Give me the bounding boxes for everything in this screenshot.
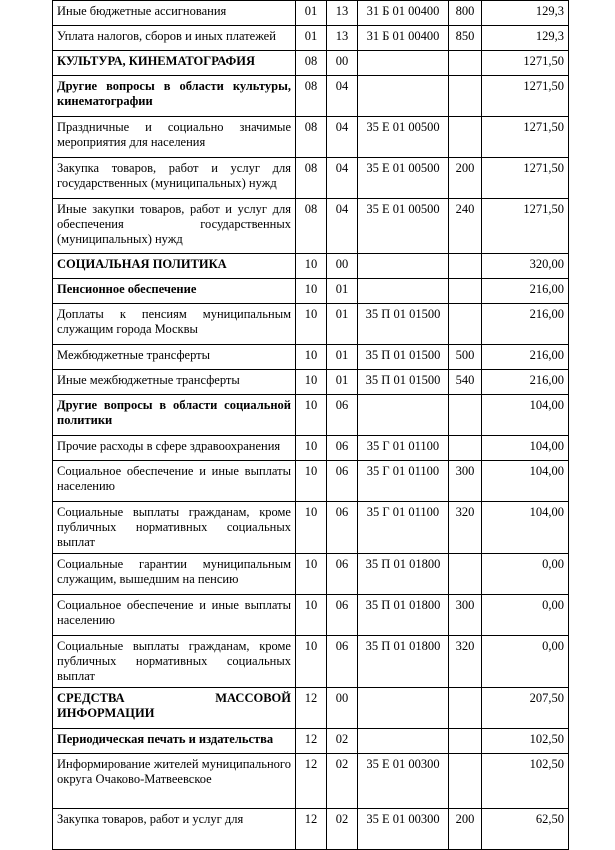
table-row bbox=[53, 1, 569, 26]
row-target-code: 35 П 01 01500 bbox=[358, 304, 449, 345]
table-row bbox=[53, 729, 569, 754]
table-row bbox=[53, 117, 569, 158]
table-row bbox=[53, 395, 569, 436]
budget-table bbox=[52, 0, 569, 850]
table-row bbox=[53, 345, 569, 370]
row-name: Праздничные и социально значимые мероприятия для населения bbox=[53, 117, 296, 158]
row-subsection: 00 bbox=[327, 254, 358, 279]
row-target-code: 35 Е 01 00300 bbox=[358, 754, 449, 809]
row-target-code: 35 Е 01 00500 bbox=[358, 117, 449, 158]
row-target-code bbox=[358, 51, 449, 76]
row-amount: 1271,50 bbox=[482, 158, 569, 199]
row-subsection: 02 bbox=[327, 754, 358, 809]
row-amount: 104,00 bbox=[482, 395, 569, 436]
row-section: 08 bbox=[296, 51, 327, 76]
row-amount: 1271,50 bbox=[482, 51, 569, 76]
table-row bbox=[53, 461, 569, 502]
row-name: Социальные гарантии муниципальным служащим, вышедшим на пенсию bbox=[53, 554, 296, 595]
row-expense-type: 240 bbox=[449, 199, 482, 254]
row-subsection: 06 bbox=[327, 502, 358, 554]
row-subsection: 13 bbox=[327, 1, 358, 26]
row-target-code: 35 П 01 01800 bbox=[358, 554, 449, 595]
row-target-code bbox=[358, 76, 449, 117]
row-subsection: 06 bbox=[327, 595, 358, 636]
table-row bbox=[53, 636, 569, 688]
table-row bbox=[53, 595, 569, 636]
row-section: 10 bbox=[296, 370, 327, 395]
row-amount: 216,00 bbox=[482, 370, 569, 395]
table-row bbox=[53, 436, 569, 461]
row-expense-type bbox=[449, 304, 482, 345]
row-amount: 0,00 bbox=[482, 636, 569, 688]
row-subsection: 01 bbox=[327, 345, 358, 370]
row-section: 08 bbox=[296, 158, 327, 199]
row-section: 10 bbox=[296, 254, 327, 279]
row-target-code: 35 Г 01 01100 bbox=[358, 502, 449, 554]
row-target-code: 35 П 01 01500 bbox=[358, 370, 449, 395]
row-name: Периодическая печать и издательства bbox=[53, 729, 296, 754]
row-name: Доплаты к пенсиям муниципальным служащим города Москвы bbox=[53, 304, 296, 345]
row-subsection: 00 bbox=[327, 688, 358, 729]
row-section: 12 bbox=[296, 754, 327, 809]
row-target-code bbox=[358, 395, 449, 436]
row-section: 10 bbox=[296, 345, 327, 370]
table-row bbox=[53, 199, 569, 254]
row-expense-type: 500 bbox=[449, 345, 482, 370]
table-row bbox=[53, 754, 569, 809]
row-section: 10 bbox=[296, 279, 327, 304]
row-target-code: 35 Е 01 00500 bbox=[358, 199, 449, 254]
row-target-code bbox=[358, 254, 449, 279]
row-amount: 129,3 bbox=[482, 1, 569, 26]
row-section: 10 bbox=[296, 461, 327, 502]
table-row bbox=[53, 279, 569, 304]
table-row bbox=[53, 51, 569, 76]
row-expense-type: 300 bbox=[449, 595, 482, 636]
row-amount: 207,50 bbox=[482, 688, 569, 729]
row-amount: 104,00 bbox=[482, 436, 569, 461]
row-expense-type bbox=[449, 436, 482, 461]
row-target-code: 31 Б 01 00400 bbox=[358, 26, 449, 51]
row-section: 08 bbox=[296, 76, 327, 117]
row-name: Социальное обеспечение и иные выплаты населению bbox=[53, 461, 296, 502]
row-name: Иные межбюджетные трансферты bbox=[53, 370, 296, 395]
table-row bbox=[53, 158, 569, 199]
table-row bbox=[53, 254, 569, 279]
row-amount: 104,00 bbox=[482, 461, 569, 502]
row-section: 08 bbox=[296, 117, 327, 158]
row-expense-type bbox=[449, 754, 482, 809]
row-section: 01 bbox=[296, 1, 327, 26]
row-name: СРЕДСТВА МАССОВОЙ ИНФОРМАЦИИ bbox=[53, 688, 296, 729]
row-amount: 216,00 bbox=[482, 279, 569, 304]
row-target-code: 35 П 01 01800 bbox=[358, 636, 449, 688]
row-subsection: 06 bbox=[327, 461, 358, 502]
row-name: Иные бюджетные ассигнования bbox=[53, 1, 296, 26]
row-subsection: 01 bbox=[327, 304, 358, 345]
row-amount: 216,00 bbox=[482, 345, 569, 370]
row-expense-type: 850 bbox=[449, 26, 482, 51]
row-section: 10 bbox=[296, 554, 327, 595]
row-expense-type: 200 bbox=[449, 158, 482, 199]
row-name: Межбюджетные трансферты bbox=[53, 345, 296, 370]
row-target-code: 35 П 01 01800 bbox=[358, 595, 449, 636]
row-expense-type: 540 bbox=[449, 370, 482, 395]
row-name: Информирование жителей муниципального округа Очаково-Матвеевское bbox=[53, 754, 296, 809]
row-name: СОЦИАЛЬНАЯ ПОЛИТИКА bbox=[53, 254, 296, 279]
row-name: Социальные выплаты гражданам, кроме публичных нормативных социальных выплат bbox=[53, 636, 296, 688]
row-subsection: 01 bbox=[327, 370, 358, 395]
row-section: 08 bbox=[296, 199, 327, 254]
row-name: Другие вопросы в области социальной политики bbox=[53, 395, 296, 436]
row-amount: 216,00 bbox=[482, 304, 569, 345]
row-expense-type bbox=[449, 117, 482, 158]
row-subsection: 04 bbox=[327, 158, 358, 199]
row-expense-type: 320 bbox=[449, 502, 482, 554]
row-section: 10 bbox=[296, 395, 327, 436]
row-expense-type bbox=[449, 688, 482, 729]
row-amount: 1271,50 bbox=[482, 117, 569, 158]
row-subsection: 04 bbox=[327, 76, 358, 117]
row-subsection: 06 bbox=[327, 395, 358, 436]
row-name: Социальные выплаты гражданам, кроме публичных нормативных социальных выплат bbox=[53, 502, 296, 554]
row-name: Закупка товаров, работ и услуг для bbox=[53, 809, 296, 850]
row-expense-type bbox=[449, 395, 482, 436]
row-section: 12 bbox=[296, 688, 327, 729]
row-target-code bbox=[358, 688, 449, 729]
row-target-code bbox=[358, 729, 449, 754]
row-name: Прочие расходы в сфере здравоохранения bbox=[53, 436, 296, 461]
row-amount: 62,50 bbox=[482, 809, 569, 850]
row-target-code bbox=[358, 279, 449, 304]
row-section: 10 bbox=[296, 304, 327, 345]
row-section: 10 bbox=[296, 502, 327, 554]
row-expense-type bbox=[449, 76, 482, 117]
table-row bbox=[53, 304, 569, 345]
row-name: КУЛЬТУРА, КИНЕМАТОГРАФИЯ bbox=[53, 51, 296, 76]
row-amount: 102,50 bbox=[482, 729, 569, 754]
row-name: Иные закупки товаров, работ и услуг для обеспечения государственных (муниципальных) нужд bbox=[53, 199, 296, 254]
row-expense-type: 320 bbox=[449, 636, 482, 688]
row-amount: 102,50 bbox=[482, 754, 569, 809]
row-name: Пенсионное обеспечение bbox=[53, 279, 296, 304]
row-amount: 1271,50 bbox=[482, 76, 569, 117]
row-subsection: 13 bbox=[327, 26, 358, 51]
row-section: 10 bbox=[296, 595, 327, 636]
row-subsection: 00 bbox=[327, 51, 358, 76]
row-subsection: 06 bbox=[327, 636, 358, 688]
row-section: 12 bbox=[296, 809, 327, 850]
row-target-code: 35 Г 01 01100 bbox=[358, 436, 449, 461]
row-section: 01 bbox=[296, 26, 327, 51]
row-section: 12 bbox=[296, 729, 327, 754]
table-row bbox=[53, 688, 569, 729]
table-row bbox=[53, 554, 569, 595]
row-amount: 0,00 bbox=[482, 554, 569, 595]
row-section: 10 bbox=[296, 436, 327, 461]
row-expense-type bbox=[449, 729, 482, 754]
row-name: Другие вопросы в области культуры, кинематографии bbox=[53, 76, 296, 117]
row-name: Социальное обеспечение и иные выплаты населению bbox=[53, 595, 296, 636]
row-expense-type bbox=[449, 254, 482, 279]
row-amount: 320,00 bbox=[482, 254, 569, 279]
row-subsection: 06 bbox=[327, 554, 358, 595]
table-row bbox=[53, 76, 569, 117]
row-target-code: 35 П 01 01500 bbox=[358, 345, 449, 370]
table-row bbox=[53, 502, 569, 554]
row-expense-type: 200 bbox=[449, 809, 482, 850]
row-target-code: 35 Е 01 00500 bbox=[358, 158, 449, 199]
row-target-code: 35 Г 01 01100 bbox=[358, 461, 449, 502]
row-expense-type: 800 bbox=[449, 1, 482, 26]
row-subsection: 04 bbox=[327, 117, 358, 158]
row-subsection: 01 bbox=[327, 279, 358, 304]
row-expense-type bbox=[449, 554, 482, 595]
row-target-code: 35 Е 01 00300 bbox=[358, 809, 449, 850]
row-amount: 1271,50 bbox=[482, 199, 569, 254]
row-target-code: 31 Б 01 00400 bbox=[358, 1, 449, 26]
row-amount: 129,3 bbox=[482, 26, 569, 51]
row-expense-type: 300 bbox=[449, 461, 482, 502]
row-subsection: 02 bbox=[327, 809, 358, 850]
row-amount: 104,00 bbox=[482, 502, 569, 554]
row-name: Закупка товаров, работ и услуг для государственных (муниципальных) нужд bbox=[53, 158, 296, 199]
table-row bbox=[53, 809, 569, 850]
row-name: Уплата налогов, сборов и иных платежей bbox=[53, 26, 296, 51]
row-section: 10 bbox=[296, 636, 327, 688]
table-row bbox=[53, 370, 569, 395]
row-subsection: 04 bbox=[327, 199, 358, 254]
row-subsection: 02 bbox=[327, 729, 358, 754]
row-expense-type bbox=[449, 279, 482, 304]
row-subsection: 06 bbox=[327, 436, 358, 461]
table-row bbox=[53, 26, 569, 51]
row-amount: 0,00 bbox=[482, 595, 569, 636]
row-expense-type bbox=[449, 51, 482, 76]
